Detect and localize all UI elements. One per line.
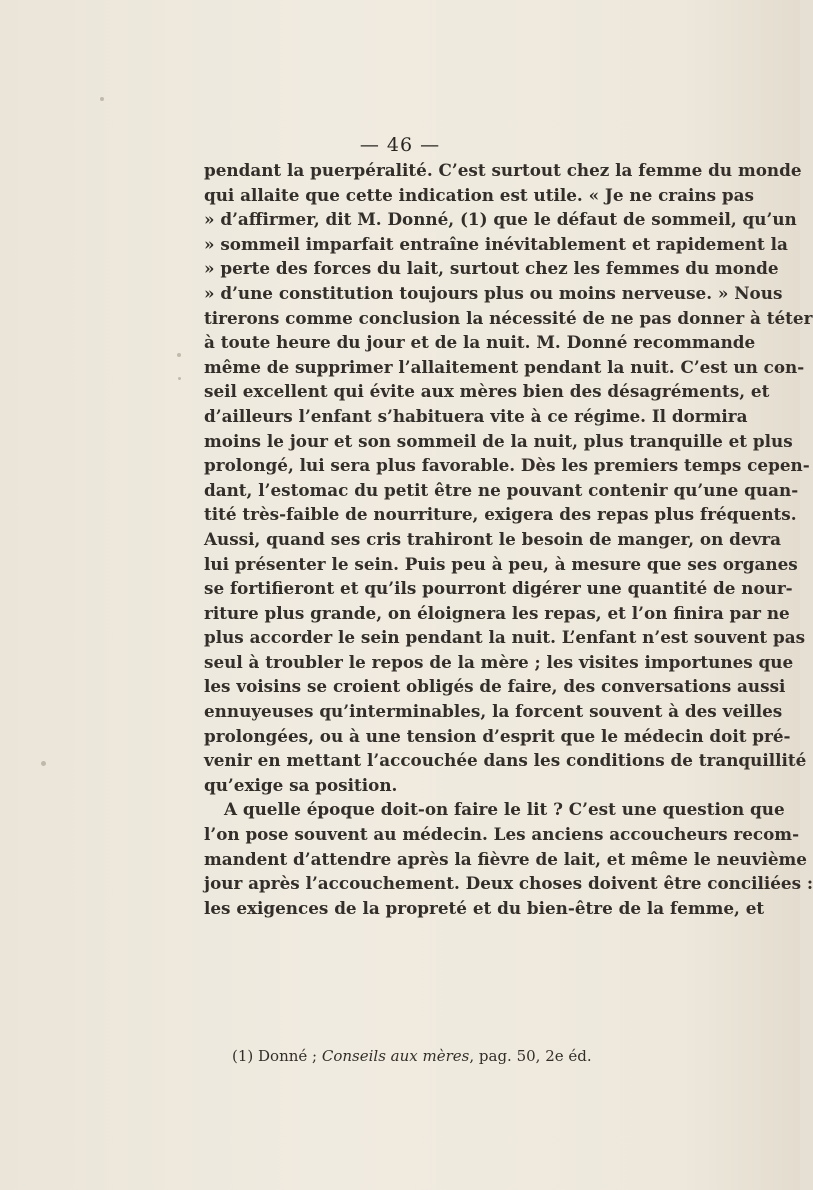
text-line: riture plus grande, on éloignera les repas, et l’on finira par ne xyxy=(204,602,790,623)
text-line: » d’une constitution toujours plus ou moins nerveuse. » Nous xyxy=(204,282,783,303)
text-line: » d’affirmer, dit M. Donné, (1) que le défaut de sommeil, qu’un xyxy=(204,209,797,230)
footnote xyxy=(232,1047,652,1065)
text-line: prolongées, ou à une tension d’esprit que le médecin doit pré- xyxy=(204,725,791,746)
text-line: tité très-faible de nourriture, exigera des repas plus fréquents. xyxy=(204,504,797,525)
footnote-title: Conseils aux mères xyxy=(321,1047,470,1065)
paper-spot xyxy=(177,353,181,357)
text-line: prolongé, lui sera plus favorable. Dès les premiers temps cepen- xyxy=(204,455,810,476)
text-line: les exigences de la propreté et du bien-être de la femme, et xyxy=(204,897,765,918)
text-line: qui allaite que cette indication est utile. « Je ne crains pas xyxy=(204,184,754,205)
text-line: l’on pose souvent au médecin. Les anciens accoucheurs recom- xyxy=(204,824,800,845)
text-line: mandent d’attendre après la fièvre de lait, et même le neuvième xyxy=(204,848,807,869)
text-line: les voisins se croient obligés de faire, des conversations aussi xyxy=(204,676,786,697)
paper-spot xyxy=(178,377,181,380)
text-line: ennuyeuses qu’interminables, la forcent souvent à des veilles xyxy=(204,701,783,722)
page-number: — 46 — xyxy=(359,134,441,156)
text-line: jour après l’accouchement. Deux choses doivent être conciliées : xyxy=(204,873,813,894)
text-line: » perte des forces du lait, surtout chez les femmes du monde xyxy=(204,258,779,279)
body-text xyxy=(204,158,813,920)
text-line: Aussi, quand ses cris trahiront le besoin de manger, on devra xyxy=(204,528,782,549)
text-line: tirerons comme conclusion la nécessité de ne pas donner à téter xyxy=(204,307,813,328)
text-line: d’ailleurs l’enfant s’habituera vite à ce régime. Il dormira xyxy=(204,405,748,426)
text-line: » sommeil imparfait entraîne inévitablement et rapidement la xyxy=(204,233,788,254)
text-line: qu’exige sa position. xyxy=(204,774,398,795)
text-line: A quelle époque doit-on faire le lit ? C’est une question que xyxy=(224,799,785,820)
text-line: dant, l’estomac du petit être ne pouvant contenir qu’une quan- xyxy=(204,479,799,500)
text-line: venir en mettant l’accouchée dans les conditions de tranquillité xyxy=(204,750,807,771)
text-line: moins le jour et son sommeil de la nuit, plus tranquille et plus xyxy=(204,430,793,451)
text-line: à toute heure du jour et de la nuit. M. Donné recommande xyxy=(204,332,756,353)
text-line: pendant la puerpéralité. C’est surtout chez la femme du monde xyxy=(204,160,802,180)
text-line: lui présenter le sein. Puis peu à peu, à mesure que ses organes xyxy=(204,553,798,574)
text-line: plus accorder le sein pendant la nuit. L’enfant n’est souvent pas xyxy=(204,627,806,648)
text-line: seul à troubler le repos de la mère ; les visites importunes que xyxy=(204,651,794,672)
text-line: seil excellent qui évite aux mères bien des désagréments, et xyxy=(204,381,770,402)
footnote-suffix: , pag. 50, 2e éd. xyxy=(469,1047,592,1065)
paper-spot xyxy=(100,97,104,101)
footnote-prefix: (1) Donné ; xyxy=(232,1047,322,1065)
text-line: se fortifieront et qu’ils pourront digérer une quantité de nour- xyxy=(204,578,793,599)
paper-spot xyxy=(41,761,46,766)
text-line: même de supprimer l’allaitement pendant la nuit. C’est un con- xyxy=(204,356,805,377)
